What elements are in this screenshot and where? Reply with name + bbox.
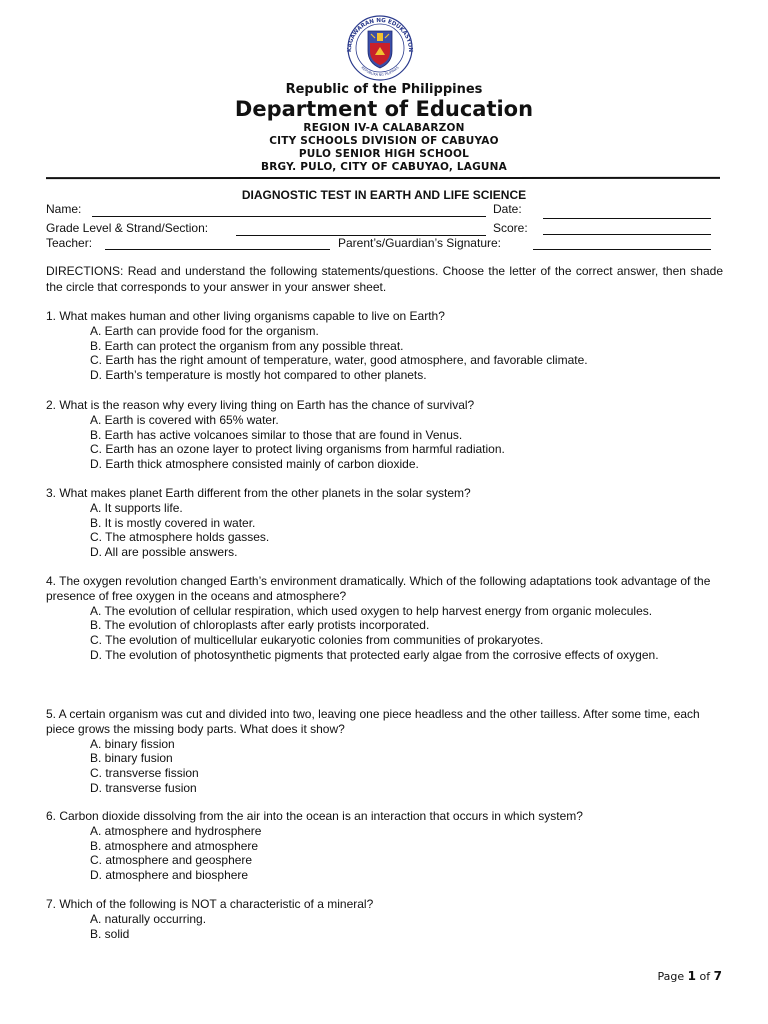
question-6 [46, 809, 726, 883]
teacher-label: Teacher: [46, 236, 93, 250]
option-d: D. Earth thick atmosphere consisted mainly of carbon dioxide. [90, 457, 419, 472]
option-a: A. atmosphere and hydrosphere [90, 823, 262, 838]
question-2 [46, 398, 726, 472]
option-a: A. Earth can provide food for the organism. [90, 323, 319, 338]
option-a: A. Earth is covered with 65% water. [90, 412, 279, 427]
option-a: A. The evolution of cellular respiration, which used oxygen to help harvest energy from organic molecules. [90, 603, 653, 618]
name-field[interactable] [92, 216, 486, 217]
page-total: 7 [713, 969, 722, 983]
option-c: C. Earth has an ozone layer to protect living organisms from harmful radiation. [90, 442, 505, 457]
option-d: D. Earth’s temperature is mostly hot compared to other planets. [90, 368, 427, 383]
date-field[interactable] [543, 218, 711, 219]
option-c: C. The evolution of multicellular eukaryotic colonies from communities of prokaryotes. [90, 633, 544, 648]
name-label: Name: [46, 202, 82, 216]
option-b: B. The evolution of chloroplasts after early protists incorporated. [90, 618, 430, 633]
question-1 [46, 309, 726, 383]
republic-heading: Republic of the Philippines [285, 82, 483, 97]
header-divider [46, 177, 720, 179]
directions: DIRECTIONS: Read and understand the following statements/questions. Choose the letter of the correct answer, then shade the circle that corresponds to your answer in your answer sheet. [46, 264, 723, 294]
option-a: A. It supports life. [90, 500, 183, 515]
department-heading: Department of Education [234, 97, 534, 121]
date-label: Date: [493, 202, 522, 216]
region-heading: REGION IV-A CALABARZON [303, 122, 465, 134]
option-d: D. transverse fusion [90, 780, 197, 795]
score-label: Score: [493, 221, 528, 235]
score-field[interactable] [543, 234, 711, 235]
question-stem: 6. Carbon dioxide dissolving from the air into the ocean is an interaction that occurs in which system? [46, 809, 583, 823]
of-word: of [699, 970, 711, 983]
option-d: D. The evolution of photosynthetic pigments that protected early algae from the corrosive effects of oxygen. [90, 647, 659, 662]
question-stem: 7. Which of the following is NOT a characteristic of a mineral? [46, 897, 374, 911]
question-stem: 5. A certain organism was cut and divided into two, leaving one piece headless and the other tailless. After some time, each piece grows the missing body parts. What does it show? [46, 707, 700, 736]
grade-label: Grade Level & Strand/Section: [46, 221, 209, 235]
question-3 [46, 486, 726, 560]
option-c: C. Earth has the right amount of temperature, water, good atmosphere, and favorable climate. [90, 353, 588, 368]
deped-seal-logo [339, 15, 421, 81]
option-a: A. naturally occurring. [90, 911, 207, 926]
division-heading: CITY SCHOOLS DIVISION OF CABUYAO [269, 135, 499, 147]
teacher-field[interactable] [105, 249, 330, 250]
question-7 [46, 897, 726, 941]
option-b: B. binary fusion [90, 751, 173, 766]
school-heading: PULO SENIOR HIGH SCHOOL [298, 148, 470, 160]
option-d: D. All are possible answers. [90, 545, 238, 560]
option-c: C. atmosphere and geosphere [90, 853, 253, 868]
option-b: B. It is mostly covered in water. [90, 515, 256, 530]
option-c: C. transverse fission [90, 766, 199, 781]
question-stem: 3. What makes planet Earth different from the other planets in the solar system? [46, 486, 471, 500]
seal-text-top: KAGAWARAN NG EDUKASYON [346, 17, 414, 53]
question-stem: 2. What is the reason why every living thing on Earth has the chance of survival? [46, 398, 475, 412]
page-number [658, 969, 722, 983]
page-word: Page [657, 970, 685, 983]
option-a: A. binary fission [90, 736, 175, 751]
option-b: B. Earth can protect the organism from any possible threat. [90, 338, 404, 353]
option-b: B. solid [90, 926, 130, 941]
question-5 [46, 707, 726, 796]
test-title: DIAGNOSTIC TEST IN EARTH AND LIFE SCIENCE [241, 188, 527, 202]
option-d: D. atmosphere and biosphere [90, 868, 249, 883]
question-stem: 4. The oxygen revolution changed Earth’s environment dramatically. Which of the following adaptations took advantage of the presence of free oxygen in the oceans and atmosphere? [46, 574, 711, 603]
address-heading: BRGY. PULO, CITY OF CABUYAO, LAGUNA [261, 161, 507, 173]
option-c: C. The atmosphere holds gasses. [90, 530, 270, 545]
signature-label: Parent’s/Guardian’s Signature: [338, 236, 501, 250]
question-stem: 1. What makes human and other living organisms capable to live on Earth? [46, 309, 445, 323]
page-current: 1 [687, 969, 697, 983]
question-4 [46, 574, 726, 663]
option-b: B. Earth has active volcanoes similar to those that are found in Venus. [90, 427, 463, 442]
option-b: B. atmosphere and atmosphere [90, 838, 259, 853]
signature-field[interactable] [533, 249, 711, 250]
seal-text-bottom: REPUBLIKA NG PILIPINAS [360, 65, 400, 77]
